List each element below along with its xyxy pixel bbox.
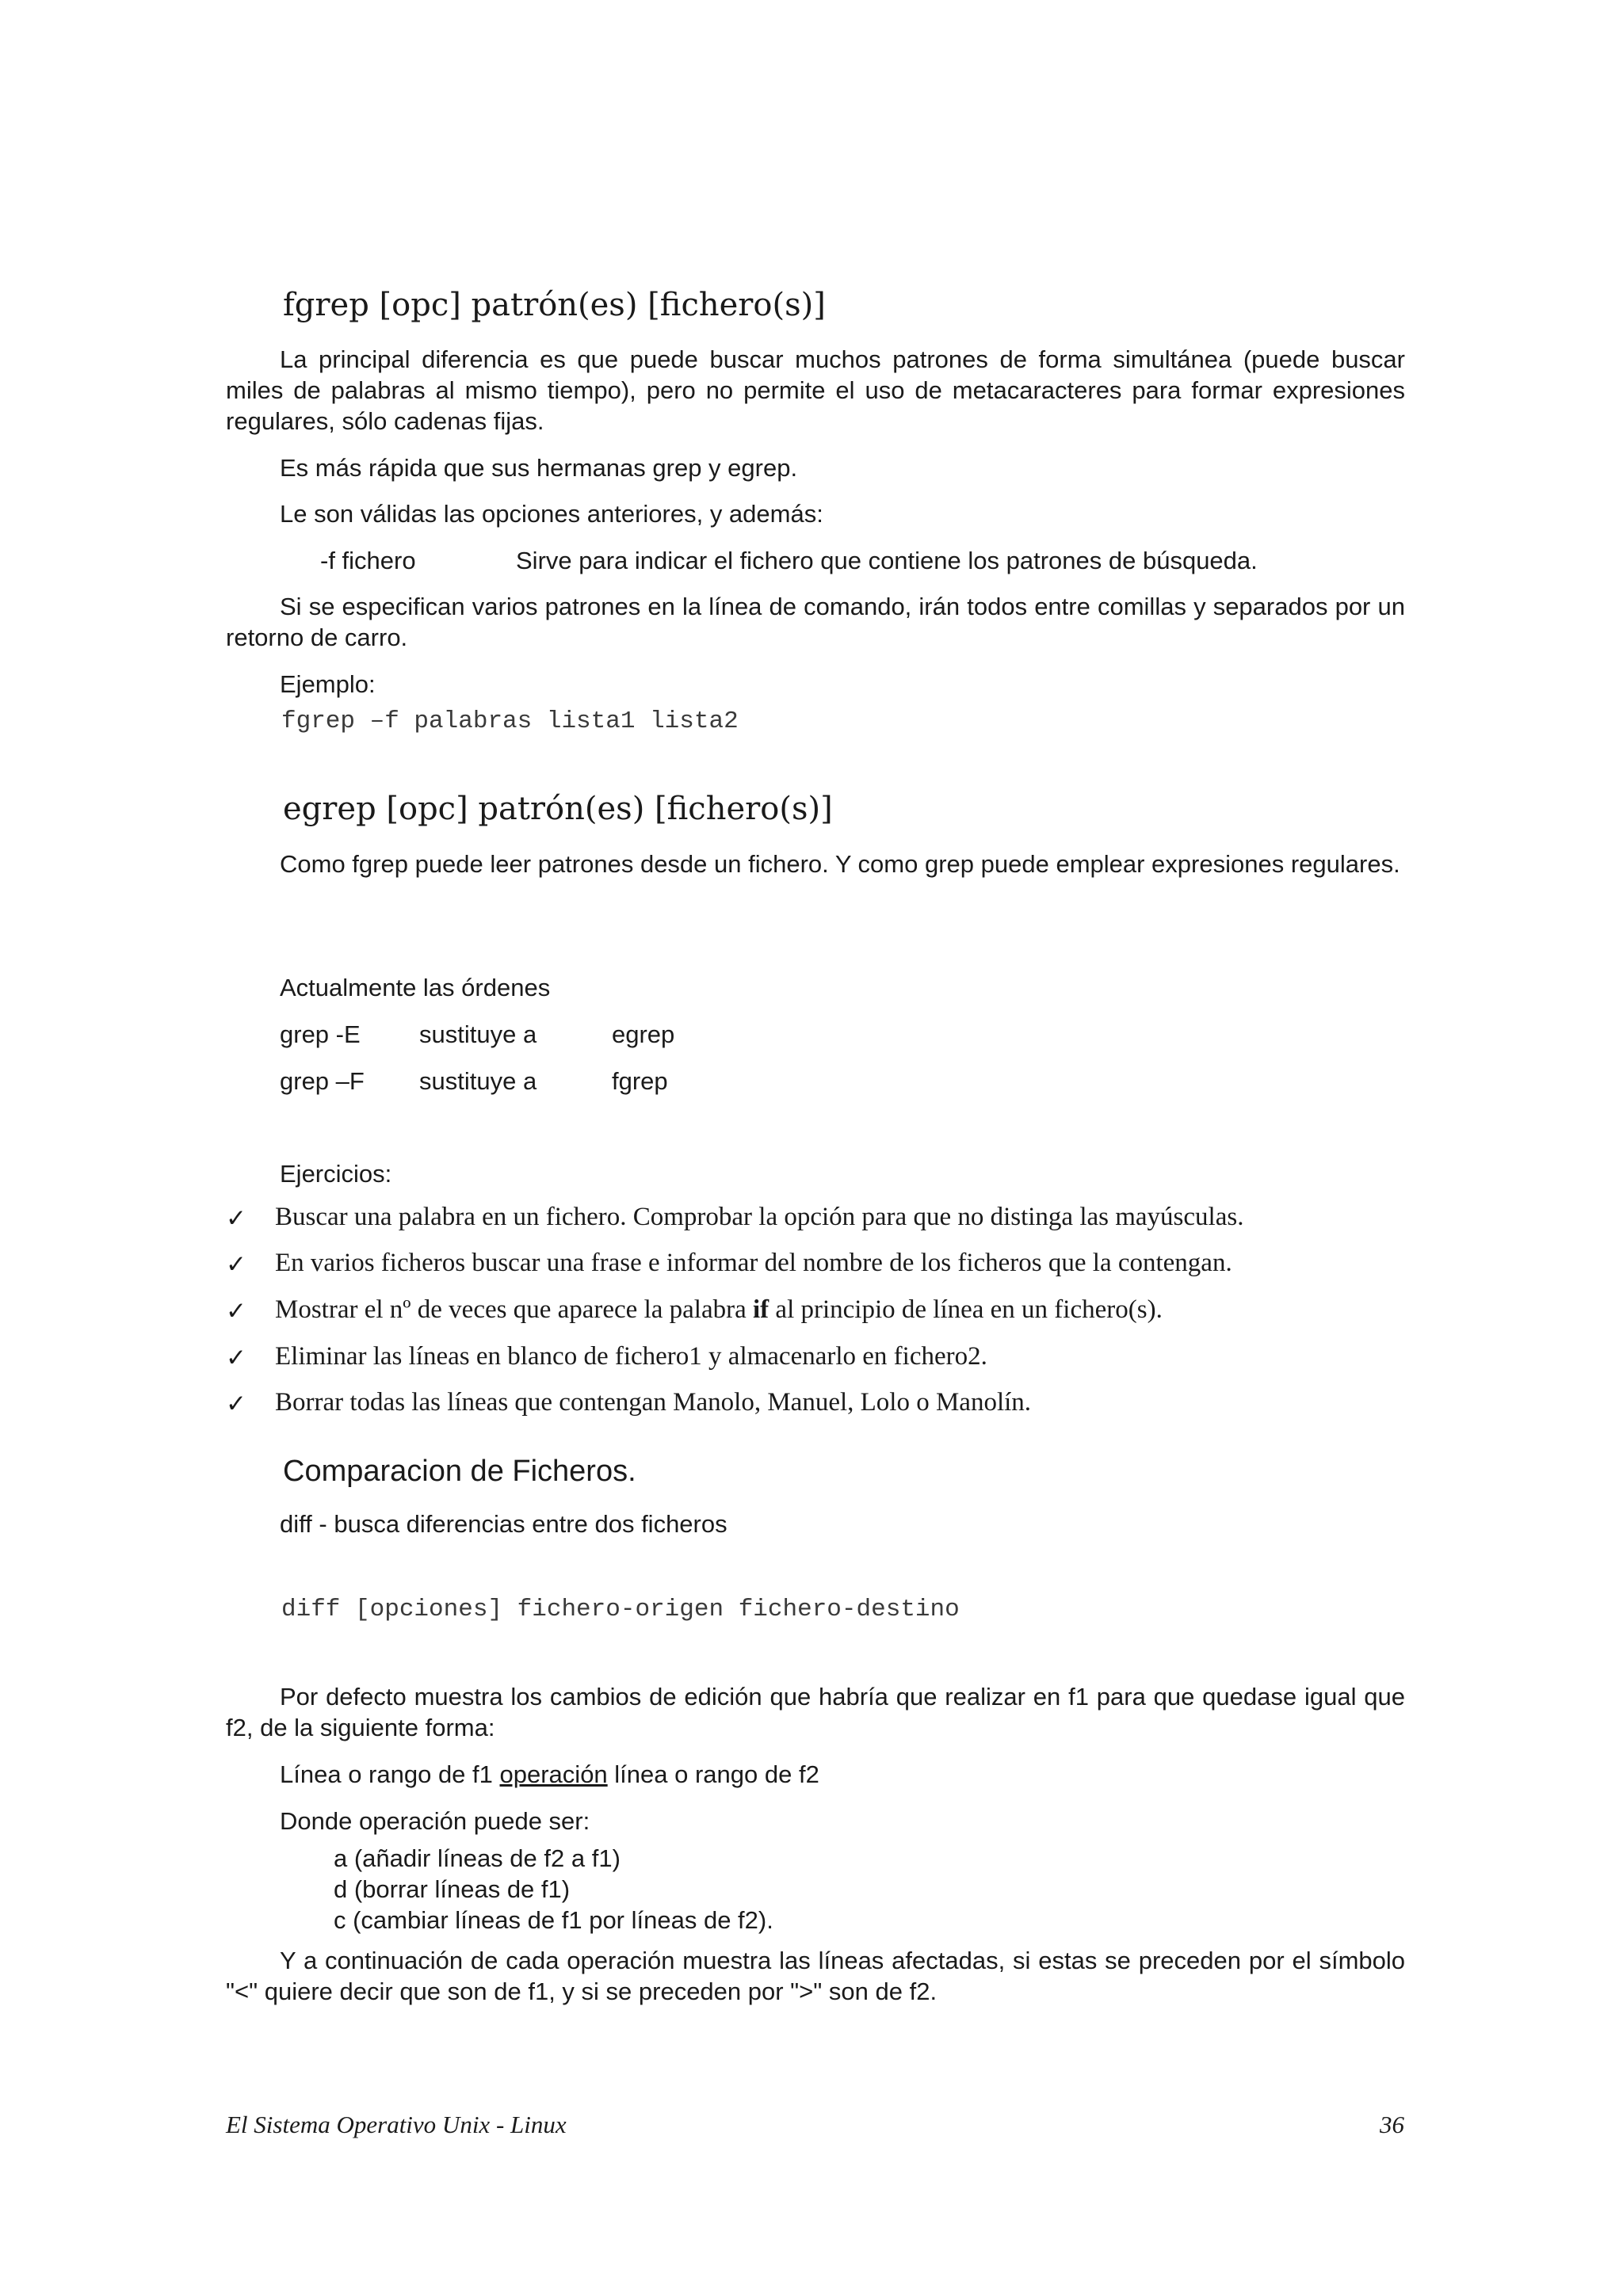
exercise-item: En varios ficheros buscar una frase e informar del nombre de los ficheros que la contengan.	[275, 1249, 1232, 1277]
footer-title: El Sistema Operativo Unix - Linux	[226, 2111, 567, 2138]
commands-intro: Actualmente las órdenes	[280, 974, 551, 1001]
line-format: Línea o rango de f1 operación línea o rango de f2	[280, 1760, 819, 1788]
checkmark-icon: ✓	[226, 1250, 246, 1279]
option-description: Sirve para indicar el fichero que contiene los patrones de búsqueda.	[516, 547, 1258, 574]
command-target: egrep	[612, 1020, 675, 1048]
example-label: Ejemplo:	[280, 670, 376, 698]
diff-paragraph-1: Por defecto muestra los cambios de edición que habría que realizar en f1 para que quedase igual que f2, de la siguiente forma:	[226, 1683, 1405, 1741]
diff-heading: Comparacion de Ficheros.	[283, 1455, 636, 1488]
egrep-paragraph-1: Como fgrep puede leer patrones desde un fichero. Y como grep puede emplear expresiones regulares.	[280, 850, 1400, 878]
exercise-item: Mostrar el nº de veces que aparece la palabra if al principio de línea en un fichero(s).	[275, 1295, 1163, 1324]
operations-intro: Donde operación puede ser:	[280, 1807, 590, 1835]
keyword-if: if	[753, 1295, 769, 1324]
command-target: fgrep	[612, 1067, 668, 1095]
checkmark-icon: ✓	[226, 1390, 246, 1418]
exercises-label: Ejercicios:	[280, 1160, 392, 1188]
diff-subtitle: diff - busca diferencias entre dos ficheros	[280, 1510, 727, 1538]
fgrep-paragraph-1: La principal diferencia es que puede buscar muchos patrones de forma simultánea (puede buscar miles de palabras al mismo tiempo), pero no permite el uso de metacaracteres para formar expresiones regulares, sólo cadenas fijas.	[226, 345, 1405, 435]
command-name: grep -E	[280, 1020, 361, 1048]
checkmark-icon: ✓	[226, 1204, 246, 1233]
checkmark-icon: ✓	[226, 1297, 246, 1325]
command-verb: sustituye a	[419, 1067, 537, 1095]
fgrep-heading: fgrep [opc] patrón(es) [fichero(s)]	[283, 287, 826, 323]
diff-syntax: diff [opciones] fichero-origen fichero-destino	[281, 1596, 960, 1623]
operation-term: operación	[499, 1760, 608, 1788]
operation-item: d (borrar líneas de f1)	[334, 1875, 571, 1903]
exercise-item: Borrar todas las líneas que contengan Manolo, Manuel, Lolo o Manolín.	[275, 1388, 1032, 1417]
fgrep-paragraph-2: Es más rápida que sus hermanas grep y egrep.	[280, 454, 798, 482]
page-number: 36	[1380, 2111, 1404, 2138]
egrep-heading: egrep [opc] patrón(es) [fichero(s)]	[283, 791, 833, 827]
exercise-item: Eliminar las líneas en blanco de fichero1 y almacenarlo en fichero2.	[275, 1342, 987, 1371]
operation-item: c (cambiar líneas de f1 por líneas de f2).	[334, 1906, 773, 1934]
operation-item: a (añadir líneas de f2 a f1)	[334, 1844, 621, 1872]
checkmark-icon: ✓	[226, 1344, 246, 1372]
fgrep-paragraph-3: Le son válidas las opciones anteriores, y además:	[280, 500, 823, 528]
fgrep-paragraph-4: Si se especifican varios patrones en la línea de comando, irán todos entre comillas y separados por un retorno de carro.	[226, 593, 1405, 651]
exercise-item: Buscar una palabra en un fichero. Comprobar la opción para que no distinga las mayúsculas.	[275, 1203, 1244, 1231]
command-verb: sustituye a	[419, 1020, 537, 1048]
command-name: grep –F	[280, 1067, 365, 1095]
option-flag: -f fichero	[320, 547, 416, 574]
example-code: fgrep –f palabras lista1 lista2	[281, 707, 739, 735]
diff-paragraph-2: Y a continuación de cada operación muestra las líneas afectadas, si estas se preceden por el símbolo "<" quiere decir que son de f1, y si se preceden por ">" son de f2.	[226, 1947, 1405, 2005]
